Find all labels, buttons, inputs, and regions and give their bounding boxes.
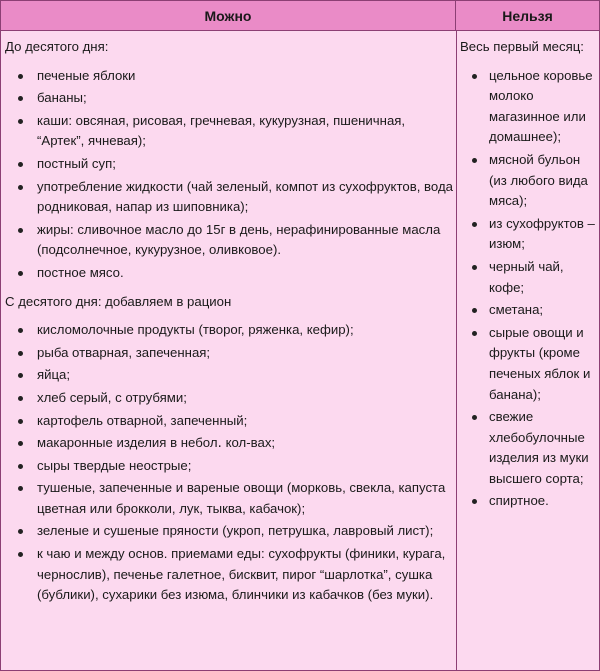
list-item: кисломолочные продукты (творог, ряженка, кефир); bbox=[5, 320, 453, 341]
bullet-icon bbox=[18, 74, 23, 79]
list-item: бананы; bbox=[5, 88, 453, 109]
list-item: постный суп; bbox=[5, 154, 453, 175]
list-item: постное мясо. bbox=[5, 263, 453, 284]
bullet-icon bbox=[472, 499, 477, 504]
bullet-icon bbox=[472, 331, 477, 336]
list-item: цельное коровье молоко магазинное или домашнее); bbox=[460, 66, 597, 148]
bullet-icon bbox=[18, 271, 23, 276]
allowed-column bbox=[5, 31, 453, 670]
bullet-icon bbox=[472, 158, 477, 163]
list-item: рыба отварная, запеченная; bbox=[5, 343, 453, 364]
list-item: свежие хлебобулочные изделия из муки высшего сорта; bbox=[460, 407, 597, 489]
bullet-icon bbox=[472, 308, 477, 313]
bullet-icon bbox=[472, 415, 477, 420]
bullet-icon bbox=[18, 529, 23, 534]
column-divider bbox=[456, 31, 457, 670]
allowed-section1-list bbox=[5, 66, 453, 284]
forbidden-column bbox=[460, 31, 597, 670]
bullet-icon bbox=[18, 119, 23, 124]
allowed-section1-title: До десятого дня: bbox=[5, 39, 109, 54]
bullet-icon bbox=[18, 373, 23, 378]
list-item: каши: овсяная, рисовая, гречневая, кукурузная, пшеничная, “Артек”, ячневая); bbox=[5, 111, 453, 152]
list-item: к чаю и между основ. приемами еды: сухофрукты (финики, курага, чернослив), печенье галетное, бисквит, пирог “шарлотка”, сушка (бублики), сухарики без изюма, блинчики из кабачков (без муки). bbox=[5, 544, 453, 606]
list-item: печеные яблоки bbox=[5, 66, 453, 87]
list-item: мясной бульон (из любого вида мяса); bbox=[460, 150, 597, 212]
list-item: спиртное. bbox=[460, 491, 597, 512]
list-item: зеленые и сушеные пряности (укроп, петрушка, лавровый лист); bbox=[5, 521, 453, 542]
bullet-icon bbox=[18, 419, 23, 424]
list-item: тушеные, запеченные и вареные овощи (морковь, свекла, капуста цветная или брокколи, лук, тыква, кабачок); bbox=[5, 478, 453, 519]
list-item: употребление жидкости (чай зеленый, компот из сухофруктов, вода родниковая, напар из шиповника); bbox=[5, 177, 453, 218]
list-item: хлеб серый, с отрубями; bbox=[5, 388, 453, 409]
bullet-icon bbox=[18, 96, 23, 101]
bullet-icon bbox=[18, 441, 23, 446]
bullet-icon bbox=[472, 265, 477, 270]
allowed-section2-list bbox=[5, 320, 453, 606]
bullet-icon bbox=[18, 228, 23, 233]
bullet-icon bbox=[18, 464, 23, 469]
list-item: черный чай, кофе; bbox=[460, 257, 597, 298]
list-item: сметана; bbox=[460, 300, 597, 321]
bullet-icon bbox=[472, 74, 477, 79]
bullet-icon bbox=[18, 162, 23, 167]
header-allowed: Можно bbox=[1, 1, 456, 31]
bullet-icon bbox=[18, 328, 23, 333]
list-item: сырые овощи и фрукты (кроме печеных яблок и банана); bbox=[460, 323, 597, 405]
bullet-icon bbox=[18, 185, 23, 190]
bullet-icon bbox=[18, 396, 23, 401]
bullet-icon bbox=[18, 351, 23, 356]
list-item: картофель отварной, запеченный; bbox=[5, 411, 453, 432]
bullet-icon bbox=[472, 222, 477, 227]
allowed-section2-title: С десятого дня: добавляем в рацион bbox=[5, 293, 232, 309]
list-item: яйца; bbox=[5, 365, 453, 386]
list-item: из сухофруктов – изюм; bbox=[460, 214, 597, 255]
bullet-icon bbox=[18, 486, 23, 491]
list-item: макаронные изделия в небол․ кол-вах; bbox=[5, 433, 453, 454]
forbidden-list bbox=[460, 66, 597, 512]
list-item: жиры: сливочное масло до 15г в день, нерафинированные масла (подсолнечное, кукурузное, оливковое). bbox=[5, 220, 453, 261]
header-forbidden: Нельзя bbox=[456, 1, 599, 31]
list-item: сыры твердые неострые; bbox=[5, 456, 453, 477]
bullet-icon bbox=[18, 552, 23, 557]
forbidden-title: Весь первый месяц: bbox=[460, 39, 584, 54]
